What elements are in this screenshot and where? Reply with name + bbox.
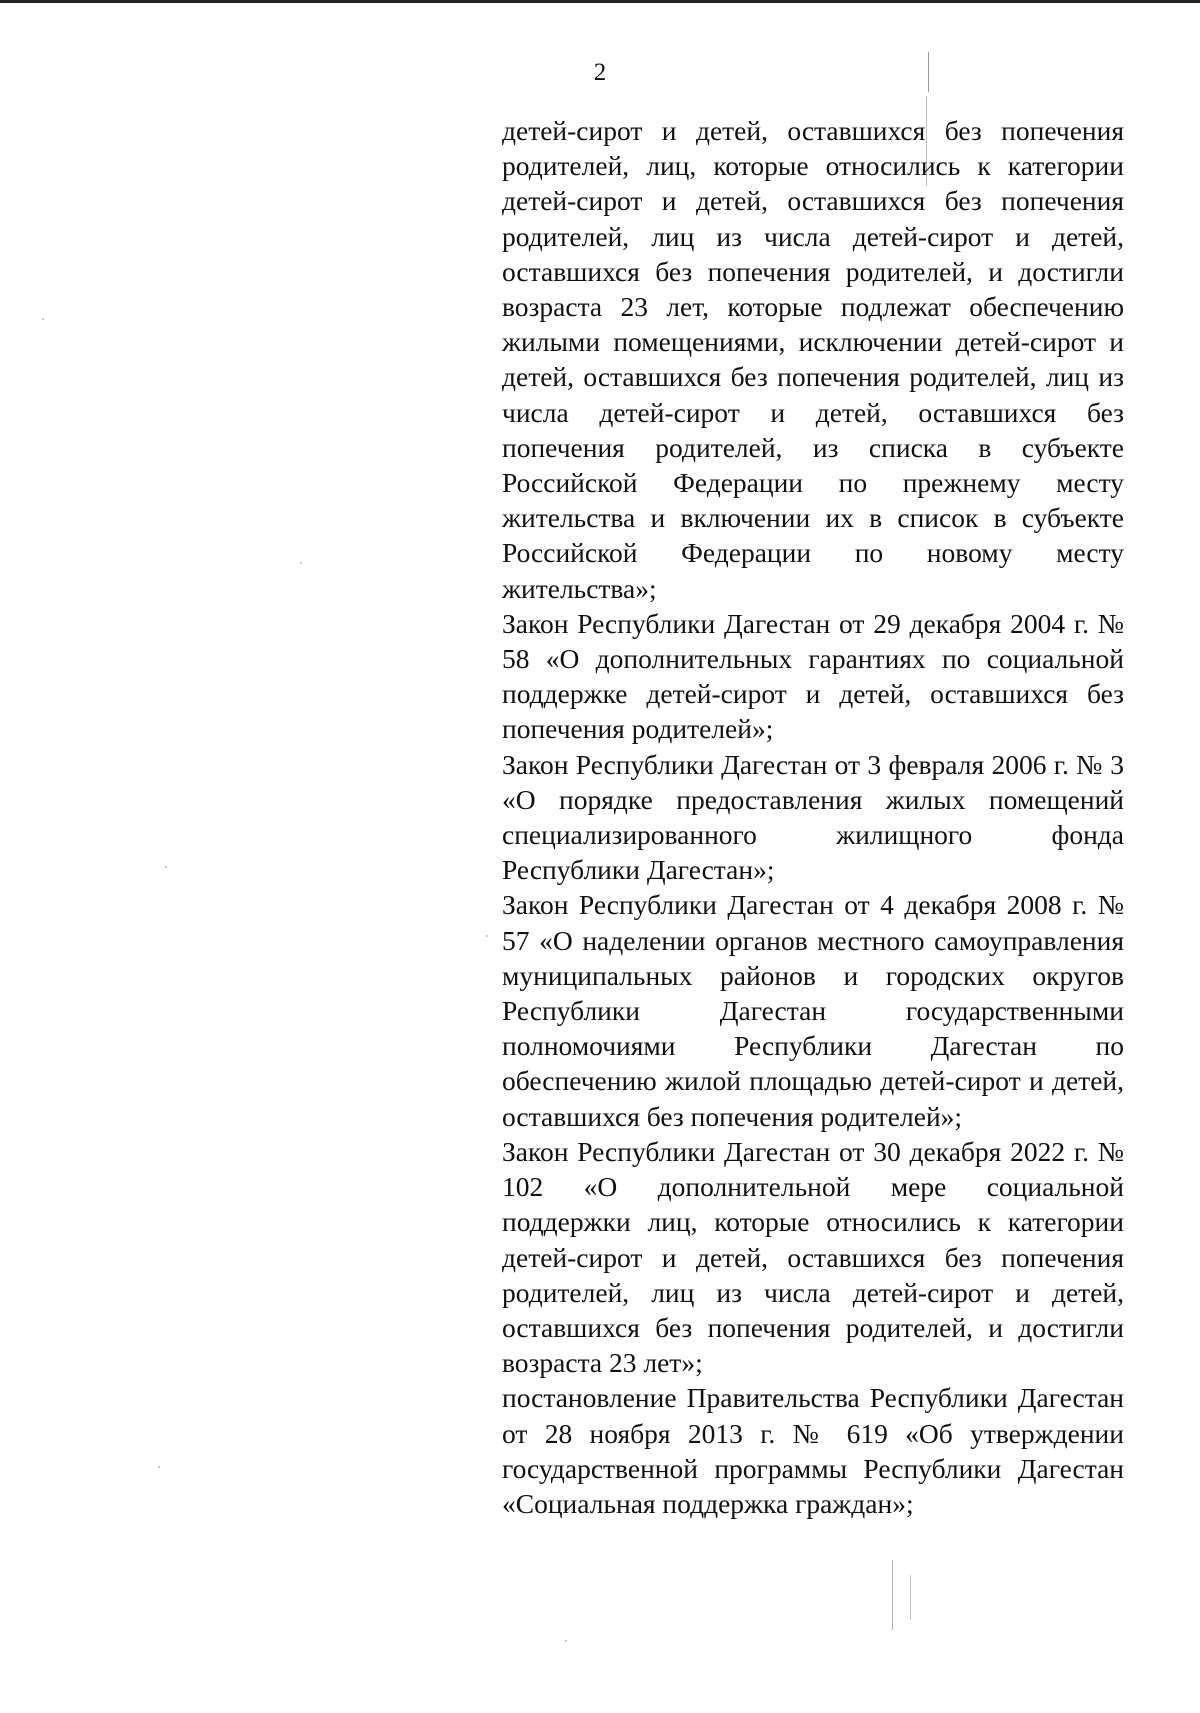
scan-speck (158, 1466, 160, 1468)
scan-speck (565, 1640, 567, 1642)
scan-speck (300, 562, 302, 564)
scan-speck (165, 866, 167, 868)
paragraph-law-2008-57: Закон Республики Дагестан от 4 декабря 2008 г. № 57 «О наделении органов местного самоуправления муниципальных районов и городских округов Республики Дагестан государственными полномочиями Республики Дагестан по обеспечению жилой площадью детей-сирот и детей, оставшихся без попечения родителей»; (502, 889, 1124, 1132)
scan-artifact-line (910, 1575, 911, 1620)
page-number: 2 (593, 59, 607, 86)
scan-speck (486, 935, 488, 937)
scan-artifact-line (892, 1560, 893, 1630)
paragraph-law-2022-102: Закон Республики Дагестан от 30 декабря 2022 г. № 102 «О дополнительной мере социальной поддержки лиц, которые относились к категории детей-сирот и детей, оставшихся без попечения родителей, лиц из числа детей-сирот и детей, оставшихся без попечения родителей, и достигли возраста 23 лет»; (502, 1135, 1124, 1379)
paragraph-resolution-2013-619: постановление Правительства Республики Дагестан от 28 ноября 2013 г. № 619 «Об утверждении государственной программы Республики Дагестан «Социальная поддержка граждан»; (502, 1382, 1124, 1519)
paragraph-law-2006-3: Закон Республики Дагестан от 3 февраля 2006 г. № 3 «О порядке предоставления жилых помещений специализированного жилищного фонда Республики Дагестан»; (502, 748, 1124, 886)
scan-artifact-line (928, 52, 929, 92)
paragraph-continuation: детей-сирот и детей, оставшихся без попечения родителей, лиц, которые относились к категории детей-сирот и детей, оставшихся без попечения родителей, лиц из числа детей-сирот и детей, оставшихся без попечения родителей, и достигли возраста 23 лет, которые подлежат обеспечению жилыми помещениями, исключении детей-сирот и детей, оставшихся без попечения родителей, лиц из числа детей-сирот и детей, оставшихся без попечения родителей, из списка в субъекте Российской Федерации по прежнему месту жительства и включении их в список в субъекте Российской Федерации по новому месту жительства»; (502, 115, 1124, 604)
document-body (502, 113, 1124, 1521)
paragraph-law-2004-58: Закон Республики Дагестан от 29 декабря 2004 г. № 58 «О дополнительных гарантиях по социальной поддержке детей-сирот и детей, оставшихся без попечения родителей»; (502, 607, 1124, 745)
scan-top-border (0, 0, 1200, 3)
scan-speck (42, 318, 44, 320)
